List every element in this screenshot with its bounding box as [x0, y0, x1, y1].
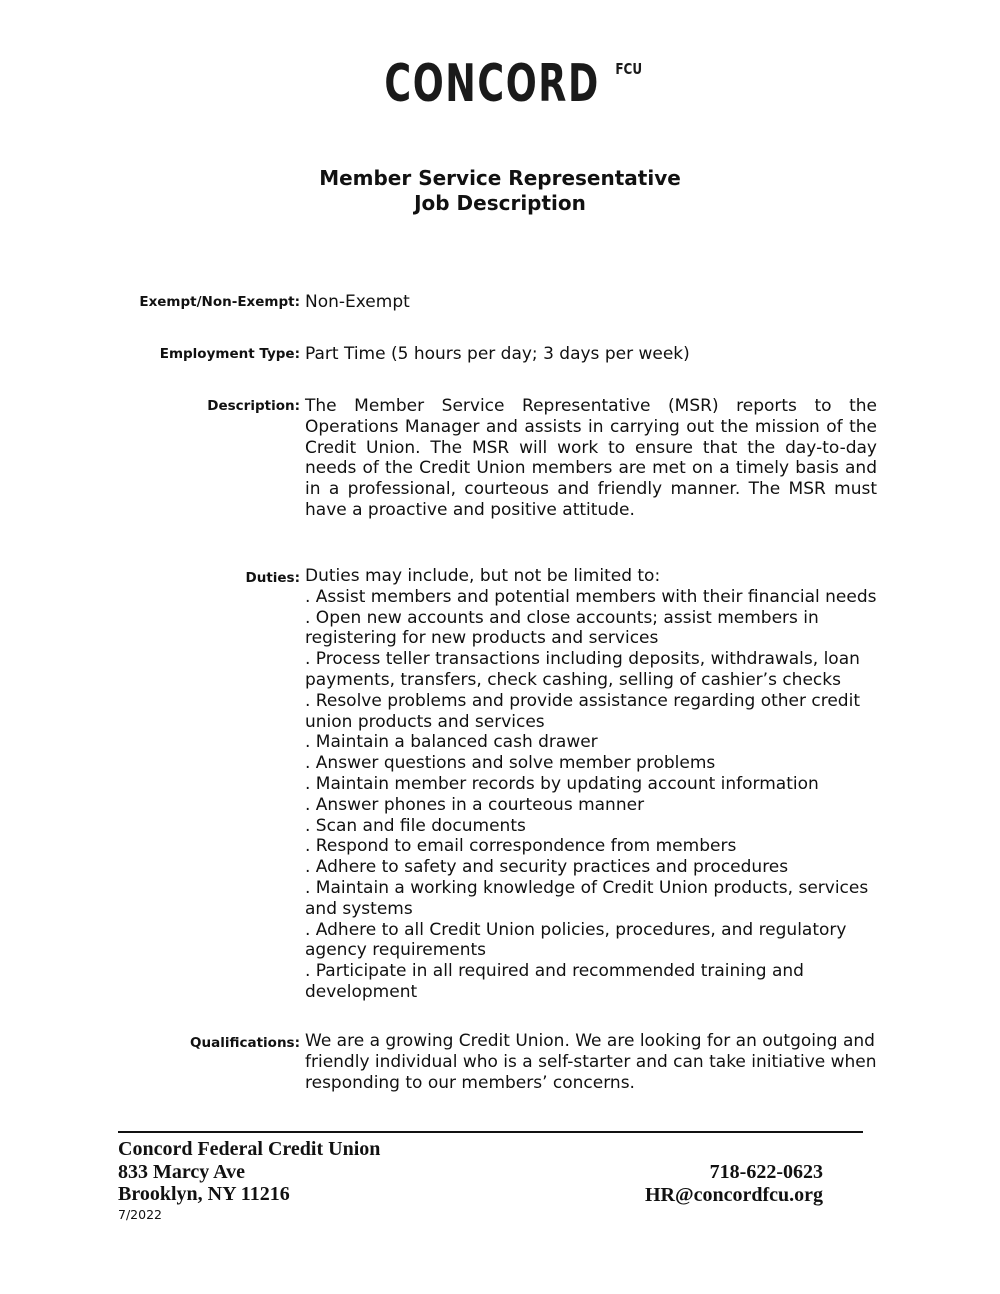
duty-item: . Resolve problems and provide assistance regarding other credit union products and services	[305, 690, 860, 732]
duties-list	[305, 566, 877, 1003]
description-label: Description:	[207, 398, 300, 414]
exempt-label: Exempt/Non-Exempt:	[139, 294, 300, 310]
duty-item: . Answer questions and solve member problems	[305, 753, 716, 774]
exempt-value: Non-Exempt	[305, 292, 410, 312]
duties-label: Duties:	[245, 570, 300, 586]
duty-item: . Adhere to all Credit Union policies, procedures, and regulatory agency requirements	[305, 919, 847, 961]
footer-city: Brooklyn, NY 11216	[118, 1183, 290, 1205]
duty-item: . Respond to email correspondence from members	[305, 836, 737, 857]
logo	[0, 54, 1000, 114]
footer-divider	[118, 1131, 863, 1133]
duty-item: . Open new accounts and close accounts; assist members in registering for new products and services	[305, 607, 819, 649]
qualifications-value: We are a growing Credit Union. We are looking for an outgoing and friendly individual who is a self-starter and can take initiative when responding to our members’ concerns.	[305, 1031, 877, 1093]
duty-item: . Participate in all required and recommended training and development	[305, 961, 804, 1002]
duty-item: . Scan and file documents	[305, 815, 526, 836]
title-line-1: Member Service Representative	[319, 166, 681, 190]
logo-wordmark: CONCORD	[384, 54, 601, 114]
footer-date: 7/2022	[118, 1207, 162, 1222]
title-line-2: Job Description	[414, 191, 586, 215]
footer-org-name: Concord Federal Credit Union	[118, 1138, 381, 1160]
description-value: The Member Service Representative (MSR) reports to the Operations Manager and assists in carrying out the mission of the Credit Union. The MSR will work to ensure that the day-to-day needs of the Credit Union members are met on a timely basis and in a professional, courteous and friendly manner. The MSR must have a proactive and positive attitude.	[305, 396, 877, 520]
qualifications-label: Qualifications:	[190, 1035, 300, 1051]
footer-address	[118, 1138, 380, 1206]
footer-contact	[645, 1161, 823, 1206]
duty-item: . Process teller transactions including deposits, withdrawals, loan payments, transfers, check cashing, selling of cashier’s checks	[305, 649, 860, 690]
footer-street: 833 Marcy Ave	[118, 1160, 246, 1183]
duty-item: . Maintain a balanced cash drawer	[305, 732, 598, 753]
employment-type-value: Part Time (5 hours per day; 3 days per week)	[305, 344, 690, 364]
duties-intro: Duties may include, but not be limited to:	[305, 566, 661, 586]
duty-item: . Maintain member records by updating account information	[305, 773, 819, 794]
duty-item: . Answer phones in a courteous manner	[305, 794, 645, 815]
duty-item: . Adhere to safety and security practices and procedures	[305, 857, 789, 878]
duty-item: . Maintain a working knowledge of Credit Union products, services and systems	[305, 877, 869, 919]
logo-superscript: FCU	[615, 60, 643, 78]
footer-email[interactable]: HR@concordfcu.org	[644, 1183, 823, 1206]
employment-type-label: Employment Type:	[159, 346, 300, 362]
page-title	[0, 166, 1000, 216]
footer-phone: 718-622-0623	[709, 1161, 823, 1183]
duty-item: . Assist members and potential members with their financial needs	[305, 586, 877, 607]
